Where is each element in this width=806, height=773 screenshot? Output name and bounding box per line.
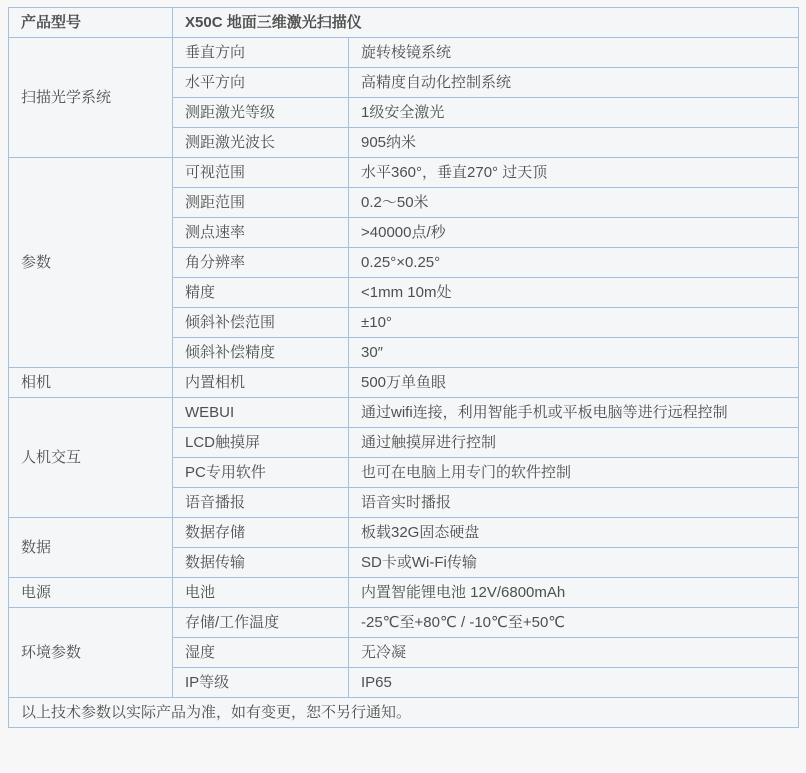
value-cell: 905纳米 — [349, 128, 799, 158]
value-cell: 也可在电脑上用专门的软件控制 — [349, 458, 799, 488]
value-cell: 500万单鱼眼 — [349, 368, 799, 398]
property-cell: 倾斜补偿精度 — [173, 338, 349, 368]
spec-table — [8, 7, 799, 728]
value-cell: 高精度自动化控制系统 — [349, 68, 799, 98]
property-cell: 可视范围 — [173, 158, 349, 188]
value-cell: ±10° — [349, 308, 799, 338]
value-cell: 无冷凝 — [349, 638, 799, 668]
property-cell: 角分辨率 — [173, 248, 349, 278]
property-cell: 数据存储 — [173, 518, 349, 548]
value-cell: IP65 — [349, 668, 799, 698]
product-model-label: 产品型号 — [9, 8, 173, 38]
property-cell: 垂直方向 — [173, 38, 349, 68]
footer-row — [9, 698, 799, 728]
value-cell: 板载32G固态硬盘 — [349, 518, 799, 548]
value-cell: 通过wifi连接，利用智能手机或平板电脑等进行远程控制 — [349, 398, 799, 428]
spec-row — [9, 158, 799, 188]
property-cell: 测距激光波长 — [173, 128, 349, 158]
category-cell: 环境参数 — [9, 608, 173, 698]
spec-row — [9, 608, 799, 638]
category-cell: 人机交互 — [9, 398, 173, 518]
property-cell: 电池 — [173, 578, 349, 608]
property-cell: 数据传输 — [173, 548, 349, 578]
property-cell: IP等级 — [173, 668, 349, 698]
spec-row — [9, 368, 799, 398]
value-cell: 30″ — [349, 338, 799, 368]
property-cell: 倾斜补偿范围 — [173, 308, 349, 338]
category-cell: 数据 — [9, 518, 173, 578]
value-cell: 水平360°，垂直270° 过天顶 — [349, 158, 799, 188]
property-cell: WEBUI — [173, 398, 349, 428]
value-cell: -25℃至+80℃ / -10℃至+50℃ — [349, 608, 799, 638]
value-cell: 0.2～50米 — [349, 188, 799, 218]
value-cell: SD卡或Wi-Fi传输 — [349, 548, 799, 578]
category-cell: 电源 — [9, 578, 173, 608]
category-cell: 扫描光学系统 — [9, 38, 173, 158]
header-row — [9, 8, 799, 38]
spec-row — [9, 38, 799, 68]
property-cell: 测距范围 — [173, 188, 349, 218]
disclaimer-text: 以上技术参数以实际产品为准，如有变更，恕不另行通知。 — [9, 698, 799, 728]
spec-row — [9, 578, 799, 608]
value-cell: 语音实时播报 — [349, 488, 799, 518]
value-cell: 0.25°×0.25° — [349, 248, 799, 278]
category-cell: 参数 — [9, 158, 173, 368]
property-cell: LCD触摸屏 — [173, 428, 349, 458]
value-cell: <1mm 10m处 — [349, 278, 799, 308]
property-cell: 语音播报 — [173, 488, 349, 518]
value-cell: 1级安全激光 — [349, 98, 799, 128]
value-cell: >40000点/秒 — [349, 218, 799, 248]
spec-row — [9, 518, 799, 548]
value-cell: 通过触摸屏进行控制 — [349, 428, 799, 458]
property-cell: 水平方向 — [173, 68, 349, 98]
category-cell: 相机 — [9, 368, 173, 398]
spec-row — [9, 398, 799, 428]
product-model-value: X50C 地面三维激光扫描仪 — [173, 8, 799, 38]
value-cell: 内置智能锂电池 12V/6800mAh — [349, 578, 799, 608]
property-cell: 测距激光等级 — [173, 98, 349, 128]
property-cell: 内置相机 — [173, 368, 349, 398]
property-cell: 精度 — [173, 278, 349, 308]
property-cell: PC专用软件 — [173, 458, 349, 488]
property-cell: 湿度 — [173, 638, 349, 668]
property-cell: 存储/工作温度 — [173, 608, 349, 638]
property-cell: 测点速率 — [173, 218, 349, 248]
value-cell: 旋转棱镜系统 — [349, 38, 799, 68]
